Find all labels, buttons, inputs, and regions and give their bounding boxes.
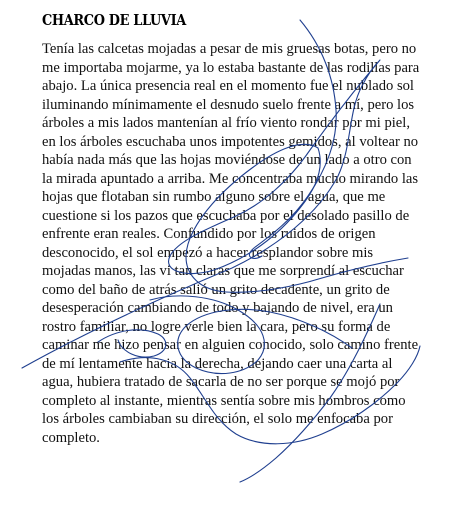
text-line: me importaba mojarme, ya lo estaba bastante de las rodillas para <box>42 59 420 76</box>
body-paragraph <box>42 40 419 447</box>
text-line: abajo. La única presencia real en el momento fue el nublado sol <box>42 78 414 94</box>
text-line: cuestione si los pazos que escuchaba por el desolado pasillo de <box>42 207 410 224</box>
text-line: había nada más que las hojas moviéndose de un lado a otro con <box>42 152 412 168</box>
document-title: CHARCO DE LLUVIA <box>42 11 186 29</box>
text-line: desconocido, el sol empezó a hacer resplandor sobre mis <box>42 244 374 261</box>
text-line: los árboles cambiaban su dirección, el solo me enfocaba por <box>42 411 393 427</box>
text-line: completo al instante, mientras sentía sobre mis hombros como <box>42 392 406 409</box>
text-line: completo. <box>42 429 100 446</box>
text-line: rostro familiar, no logre verle bien la cara, pero su forma de <box>42 318 391 335</box>
text-line: en los árboles escuchaba unos impotentes gemidos, al voltear no <box>42 133 419 150</box>
text-line: mojadas manos, las vi tan claras que me sorprendí al escuchar <box>42 263 404 279</box>
text-line: caminar me hizo pensar en alguien conocido, solo camino frente <box>42 337 419 353</box>
text-line: hojas que flotaban sin rumbo alguno sobre el agua, que me <box>42 189 386 205</box>
text-line: de mí lentamente hacia la derecha, dejando caer una carta al <box>42 355 393 372</box>
text-line: la mirada apuntado a arriba. Me concentraba mucho mirando las <box>42 170 419 187</box>
text-line: enfrente eran reales. Confundido por los ruidos de origen <box>42 226 376 242</box>
text-line: iluminando mínimamente el desnudo suelo frente a mí, pero los <box>42 96 415 113</box>
text-line: Tenía las calcetas mojadas a pesar de mis gruesas botas, pero no <box>42 41 417 57</box>
text-line: desesperación cambiando de todo y bajando de nivel, era un <box>42 300 393 316</box>
text-line: como del baño de atrás salió un grito decadente, un grito de <box>42 281 390 298</box>
text-line: agua, hubiera tratado de sacarla de no ser porque se mojó por <box>42 374 400 390</box>
text-line: árboles a mis lados mantenían al frío viento rondar por mi piel, <box>42 115 410 131</box>
